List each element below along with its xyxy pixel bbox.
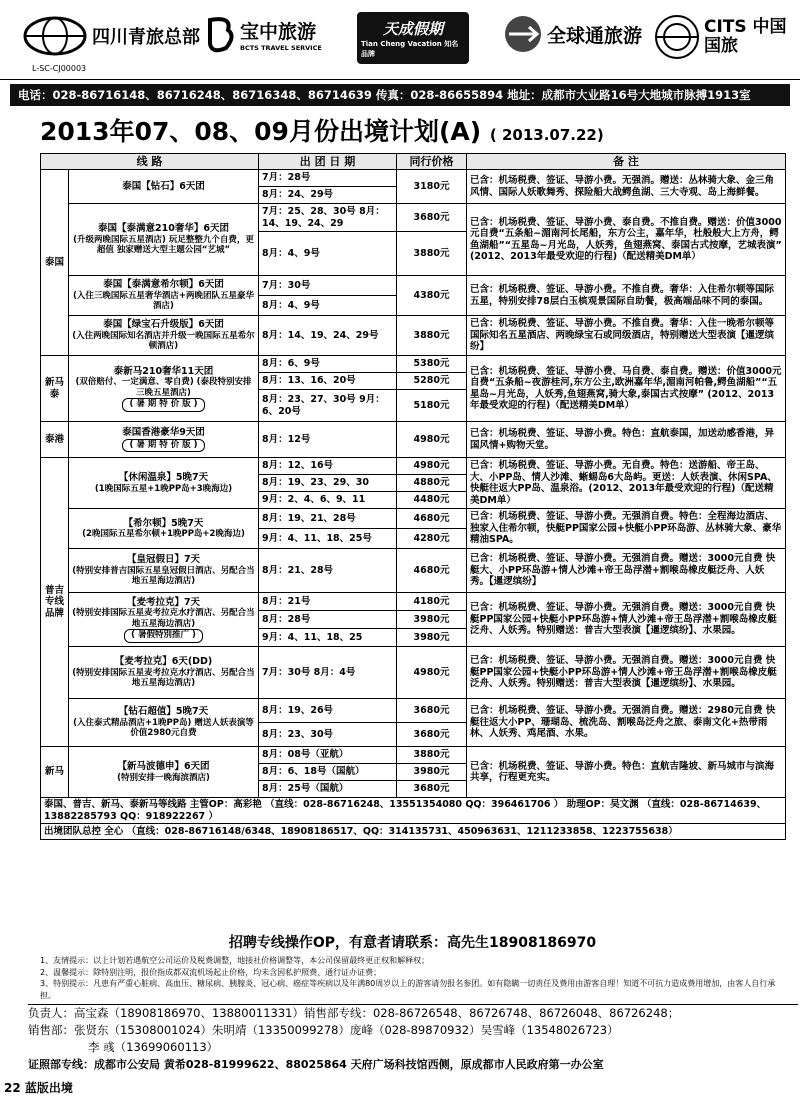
staff-line: 销售部：张贤东（15308001024）朱明靖（13350099278）庞峰（028-89870932）吴雪峰（13548026723） <box>28 1023 619 1037</box>
table-row: 8月：23、30号 3680元 <box>41 723 786 747</box>
license-code: L-SC-CJ00003 <box>32 64 87 73</box>
table-row: 【希尔顿】5晚7天 (2晚国际五星希尔顿+1晚PP岛+2晚海边) 8月：19、21、28号 4680元 已含：机场税费、签证、导游小费。无强消自费。特色：全程海边酒店、独家入住希尔顿，快艇PP国家公园+快艇小PP环岛游、丛林骑大象、豪华精油SPA。 <box>41 509 786 529</box>
staff-line: 负责人：高宝森（18908186970、13880011331）销售部专线：028-86726548、86726748、86726048、86726248； <box>28 1006 680 1020</box>
table-row: 9月：4、11、18、25 3980元 <box>41 629 786 647</box>
brand-cits: CITS 中国国旅 <box>654 14 788 60</box>
brand-quanqiutong: 全球通旅游 <box>503 14 642 54</box>
table-row: 9月：4、11、18、25号 4280元 <box>41 529 786 549</box>
table-row: 【麦考拉克】7天 (特别安排国际五星麦考拉克水疗酒店、另配合当地五星海边酒店) ( 暑假特別推广 ) 8月：21号 4180元 已含：机场税费、签证、导游小费。无强消自费。赠送：3000元自费 快艇PP国家公园+快艇小PP环岛游+情人沙滩+帝王岛浮潜+割喉岛橡皮艇泛舟、人妖秀。特别赠送：普吉大型表演【暹逻缤纷】、水果园。 <box>41 593 786 611</box>
col-remark: 备 注 <box>467 154 786 170</box>
table-row: 泰国【泰满意210奢华】6天团 (升级两晚国际五星酒店) 玩足整整九个自费，更超值 独家赠送大型主题公园“艺城” 7月：25、28、30号 8月：14、19、24、29 3680元 已含：机场税费、签证、导游小费、泰自费。不推自费。赠送：价值3000元自费“五条船~湄南河长尾船，东方公主，嘉年华，杜般般大上方舟，鳄鱼湖船”“五星岛~月光岛，人妖秀，鱼翅燕窝、泰国古式按摩，艺城表演” (2012、2013年最受欢迎的行程)（配送精美DM单） <box>41 204 786 232</box>
table-row: 8月：6、18号（国航） 3980元 <box>41 764 786 781</box>
footer-row-op: 泰国、普吉、新马、泰新马等线路 主管OP：高彩艳 （直线：028-86716248、13551354080 QQ：396461706 ） 助理OP：吴文渊 （直线：028-86714639、13882285793 QQ：918922267 ） <box>41 798 786 824</box>
page-footer: 22 蓝版出境 <box>4 1081 73 1095</box>
staff-line: 李 彧（13699060113） <box>88 1040 219 1054</box>
tip-line: 1、友情提示：以上计划若遇航空公司运价及税费调整，地接社价格调整等，本公司保留最终更正权和解释权； <box>40 956 430 965</box>
brand-qinglv: 四川青旅总部 <box>22 14 200 58</box>
col-price: 同行价格 <box>397 154 467 170</box>
baozhong-logo-icon <box>202 14 236 54</box>
table-row: 9月：2、4、6、9、11 4480元 <box>41 492 786 509</box>
table-row: 8月：24、29号 <box>41 187 786 204</box>
table-row: 泰港 泰国香港豪华9天团 ( 暑 期 特 价 版 ) 8月：12号 4980元 已含：机场税费、签证、导游小费。特色：直航泰国，加送动感香港，异国风情+购物天堂。 <box>41 422 786 458</box>
table-row: 泰国【绿宝石升级版】6天团 (入住两晚国际知名酒店并升级一晚国际五星希尔顿酒店) 8月：14、19、24、29号 3880元 已含：机场税费、签证、导游小费。不推自费。奢华：入住一晚希尔顿等国际知名五星酒店、两晚绿宝石或同级酒店，特别赠送大型表演【暹逻缤纷】 <box>41 316 786 356</box>
tips-block <box>40 955 780 1001</box>
table-row: 泰国【泰满意希尔顿】6天团 (入住三晚国际五星奢华酒店+两晚团队五星豪华酒店) 7月：30号 4380元 已含：机场税费、签证、导游小费。不推自费。奢华：入住希尔顿等国际五星，特别安排78层白玉槟观景国际自助餐，极高端品味不同的泰国。 <box>41 276 786 296</box>
tour-plan-table <box>40 153 786 840</box>
logo-bar <box>0 0 800 80</box>
table-row: 普吉专线品牌 【休闲温泉】5晚7天 (1晚国际五星+1晚PP岛+3晚海边) 8月：12、16号 4980元 已含：机场税费、签证、导游小费。无自费。特色：送游船、帝王岛、大、小PP岛、情人沙滩、蜥蜴岛6大岛屿。更送：人妖表演、休闲SPA、快艇往返大PP岛、温泉浴。(2012、2013年最受欢迎的行程)（配送精美DM单） <box>41 458 786 475</box>
table-row: 【钻石超值】5晚7天 (入住泰式精品酒店+1晚PP岛) 赠送人妖表演等价值2980元自费 8月：19、26号 3680元 已含：机场税费、签证、导游小费。无强消自费。赠送：2980元自费 快艇往返大小PP、珊瑚岛、梳洗岛、割喉岛泛舟之旅、泰南文化+热带雨林、人妖秀、鸡尾酒、水果。 <box>41 699 786 723</box>
page-title: 2013年07、08、09月份出境计划(A) ( 2013.07.22) <box>40 117 604 146</box>
brand-baozhong: 宝中旅游 BCTS TRAVEL SERVICE <box>202 14 322 54</box>
cits-emblem-icon <box>654 14 700 60</box>
globe-logo-icon <box>22 14 88 58</box>
table-row: 新马 【新马波德申】6天团 (特别安排一晚海滨酒店) 8月：08号（亚航） 3880元 已含：机场税费、签证、导游小费。特色：直航吉隆坡、新马城市与滨海共享，行程更充实。 <box>41 747 786 764</box>
region-cell: 泰国 <box>41 170 69 356</box>
table-row: 8月：4、9号 3880元 <box>41 232 786 276</box>
brand-tiancheng: 天成假期 Tian Cheng Vacation 知名品牌 <box>357 12 469 64</box>
footer-row-control: 出境团队总控 全心 （直线：028-86716148/6348、18908186517、QQ：314135731、450963631、1211233858、1223755638） <box>41 824 786 840</box>
col-route: 线 路 <box>41 154 259 170</box>
table-row: 8月：25号（国航） 3680元 <box>41 781 786 798</box>
tip-line: 2、温馨提示：除特别注明，报价指成都双流机场起止价格，均未含因私护照费、通行证办证费； <box>40 967 382 977</box>
table-header-row <box>41 154 786 170</box>
table-row: 8月：23、27、30号 9月：6、20号 5180元 <box>41 390 786 422</box>
staff-block <box>28 1004 798 1073</box>
table-row: 8月：19、23、29、30 4880元 <box>41 475 786 492</box>
table-row: 8月：28号 3980元 <box>41 611 786 629</box>
col-date: 出 团 日 期 <box>259 154 397 170</box>
tip-line: 3、特别提示：凡患有严重心脏病、高血压、糖尿病、胰腺炎、冠心病、癌症等疾病以及年满80周岁以上的游客请勿报名参团。如有隐瞒一切责任及费用由游客自理！知道不可抗力造成费用增加，由客人自行承担。 <box>40 979 776 1000</box>
staff-line: 证照部专线：成都市公安局 黄希028-81999622、88025864 天府广场科技馆西侧，原成都市人民政府第一办公室 <box>28 1058 604 1071</box>
table-row: 泰国 泰国【钻石】6天团 7月：28号 3180元 已含：机场税费、签证、导游小费。无强消。赠送：丛林骑大象、金三角风情、国际人妖歌舞秀、探险船大战鳄鱼湖、三大寺观、岛上海鲜餐。 <box>41 170 786 187</box>
table-row: 【皇冠假日】7天 (特别安排普吉国际五星皇冠假日酒店、另配合当地五星海边酒店) 8月：21、28号 4680元 已含：机场税费、签证、导游小费。无强消自费。赠送：3000元自费 快艇大、小PP环岛游+情人沙滩+帝王岛浮潜+割喉岛橡皮艇泛舟、人妖秀。【暹逻缤纷】 <box>41 549 786 593</box>
table-row: 【麦考拉克】6天(DD) (特别安排国际五星麦考拉克水疗酒店、另配合当地五星海边酒店) 7月：30号 8月：4号 4980元 已含：机场税费、签证、导游小费。无强消自费。赠送：3000元自费 快艇PP国家公园+快艇小PP环岛游+情人沙滩+帝王岛浮潜+割喉岛橡皮艇泛舟、人妖秀。特别赠送：普吉大型表演【暹逻缤纷】、水果园。 <box>41 647 786 699</box>
globe-arrow-icon <box>503 14 543 54</box>
table-row: 8月：4、9号 <box>41 296 786 316</box>
table-row: 新马泰 泰新马210奢华11天团 (双倍赔付、一定满意、零自费) (泰段特别安排三晚五星酒店) ( 暑 期 特 价 版 ) 8月：6、9号 5380元 已含：机场税费、签证、导游小费、马自费、泰自费。赠送：价值3000元自费“五条船~夜游桂河,东方公主,欧洲嘉年华,湄南河帕鲁,鳄鱼湖船”“五星岛~月光岛，人妖秀,鱼翅燕窝,骑大象,泰国古式按摩” (2012、2013年最受欢迎的行程)（配送精美DM单） <box>41 356 786 373</box>
contact-bar: 电话：028-86716148、86716248、86716348、86714639 传真：028-86655894 地址：成都市大业路16号大地城市脉搏1913室 <box>10 84 790 106</box>
table-row: 8月：13、16、20号 5280元 <box>41 373 786 390</box>
recruit-banner: 招聘专线操作OP，有意者请联系：高先生18908186970 <box>228 935 597 951</box>
